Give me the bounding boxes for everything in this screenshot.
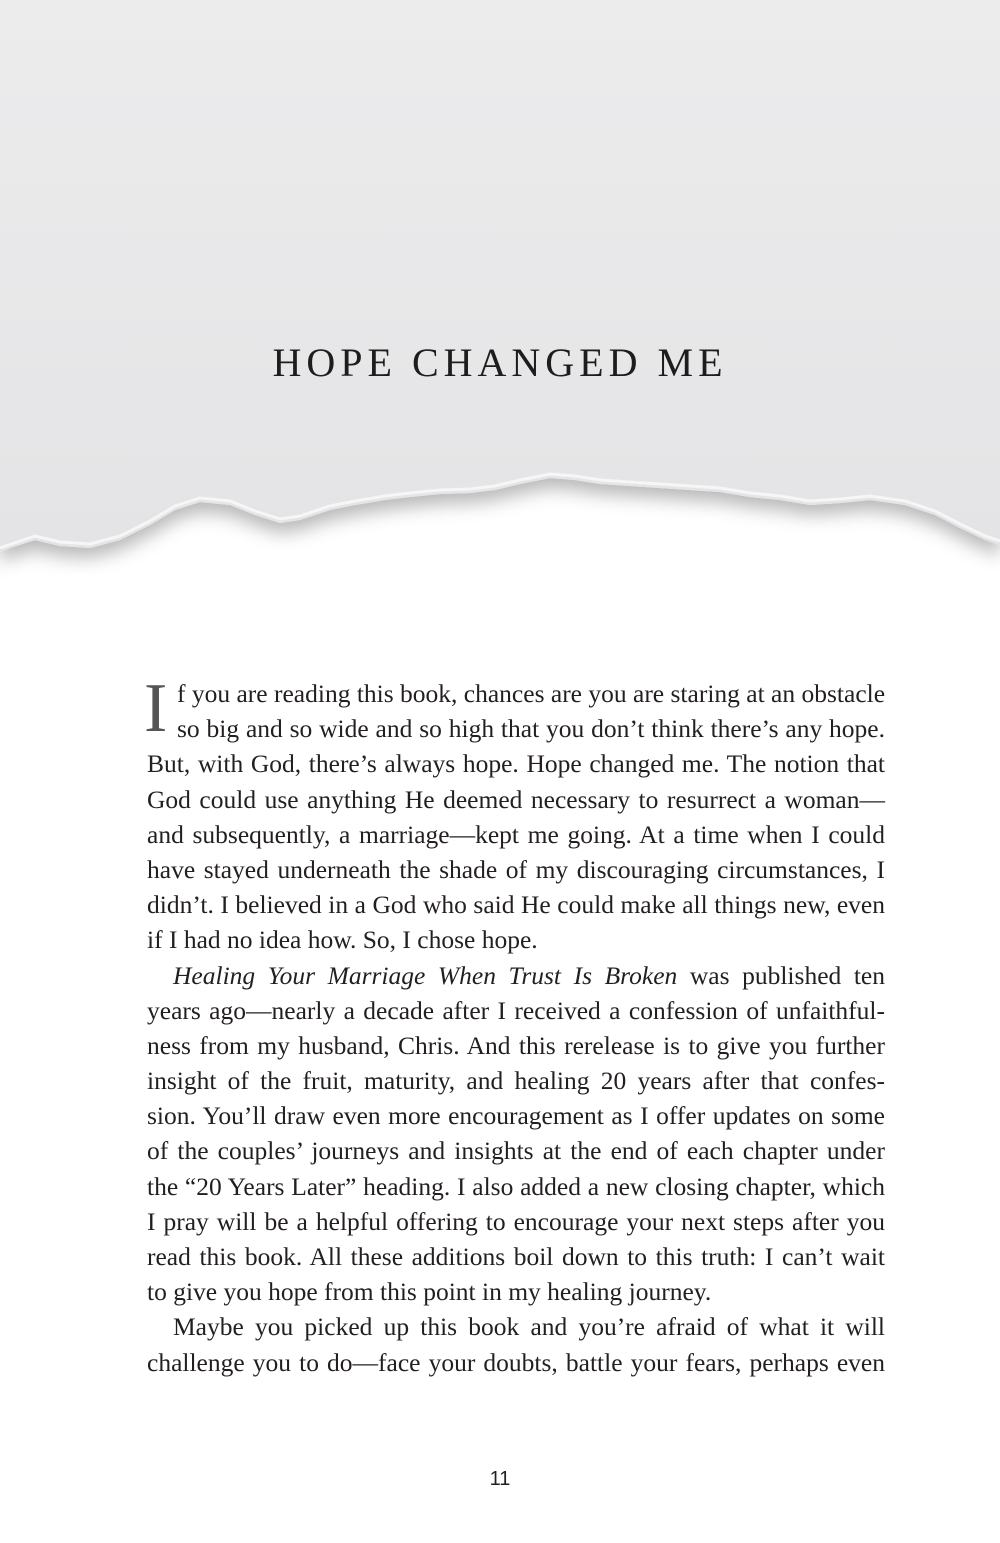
text-line: so big and so wide and so high that you don’t think there’s any hope.: [177, 714, 885, 744]
text-line: I pray will be a helpful offering to encourage your next steps after you: [147, 1206, 885, 1236]
text-line: sion. You’ll draw even more encouragement as I offer updates on some: [147, 1101, 885, 1131]
text-line: have stayed underneath the shade of my discouraging circumstances, I: [147, 854, 885, 884]
book-title: Healing Your Marriage When Trust Is Broken: [173, 960, 678, 990]
torn-paper-header: [0, 0, 1000, 620]
text-line: to give you hope from this point in my healing journey.: [147, 1277, 712, 1307]
text-line: ness from my husband, Chris. And this rerelease is to give you further: [147, 1030, 885, 1060]
paragraph-1: [144, 670, 886, 958]
text-line: and subsequently, a marriage—kept me going. At a time when I could: [147, 819, 885, 849]
text-line: the “20 Years Later” heading. I also added a new closing chapter, which: [147, 1171, 885, 1201]
paragraph-3: [147, 1309, 885, 1379]
drop-cap: I: [144, 670, 168, 747]
body-text: [144, 670, 886, 1380]
page-number: 11: [489, 1468, 511, 1490]
text-line: But, with God, there’s always hope. Hope changed me. The notion that: [147, 749, 885, 779]
text-line: challenge you to do—face your doubts, battle your fears, perhaps even: [147, 1347, 885, 1377]
text-line: of the couples’ journeys and insights at the end of each chapter under: [147, 1136, 885, 1166]
paragraph-2: [147, 958, 885, 1310]
text-line: God could use anything He deemed necessary to resurrect a woman—: [147, 784, 885, 814]
text-line: f you are reading this book, chances are you are staring at an obstacle: [177, 679, 886, 708]
text-line: if I had no idea how. So, I chose hope.: [147, 925, 538, 955]
text-line: Maybe you picked up this book and you’re afraid of what it will: [173, 1312, 885, 1342]
text-line: insight of the fruit, maturity, and healing 20 years after that confes-: [147, 1066, 885, 1096]
text-span: was published ten: [677, 960, 885, 990]
text-line: [147, 958, 885, 993]
text-line: years ago—nearly a decade after I received a confession of unfaithful-: [147, 995, 885, 1025]
torn-paper-graphic: [0, 0, 1000, 620]
chapter-title: HOPE CHANGED ME: [272, 339, 728, 385]
text-line: read this book. All these additions boil down to this truth: I can’t wait: [147, 1242, 885, 1271]
text-line: didn’t. I believed in a God who said He could make all things new, even: [147, 890, 885, 920]
